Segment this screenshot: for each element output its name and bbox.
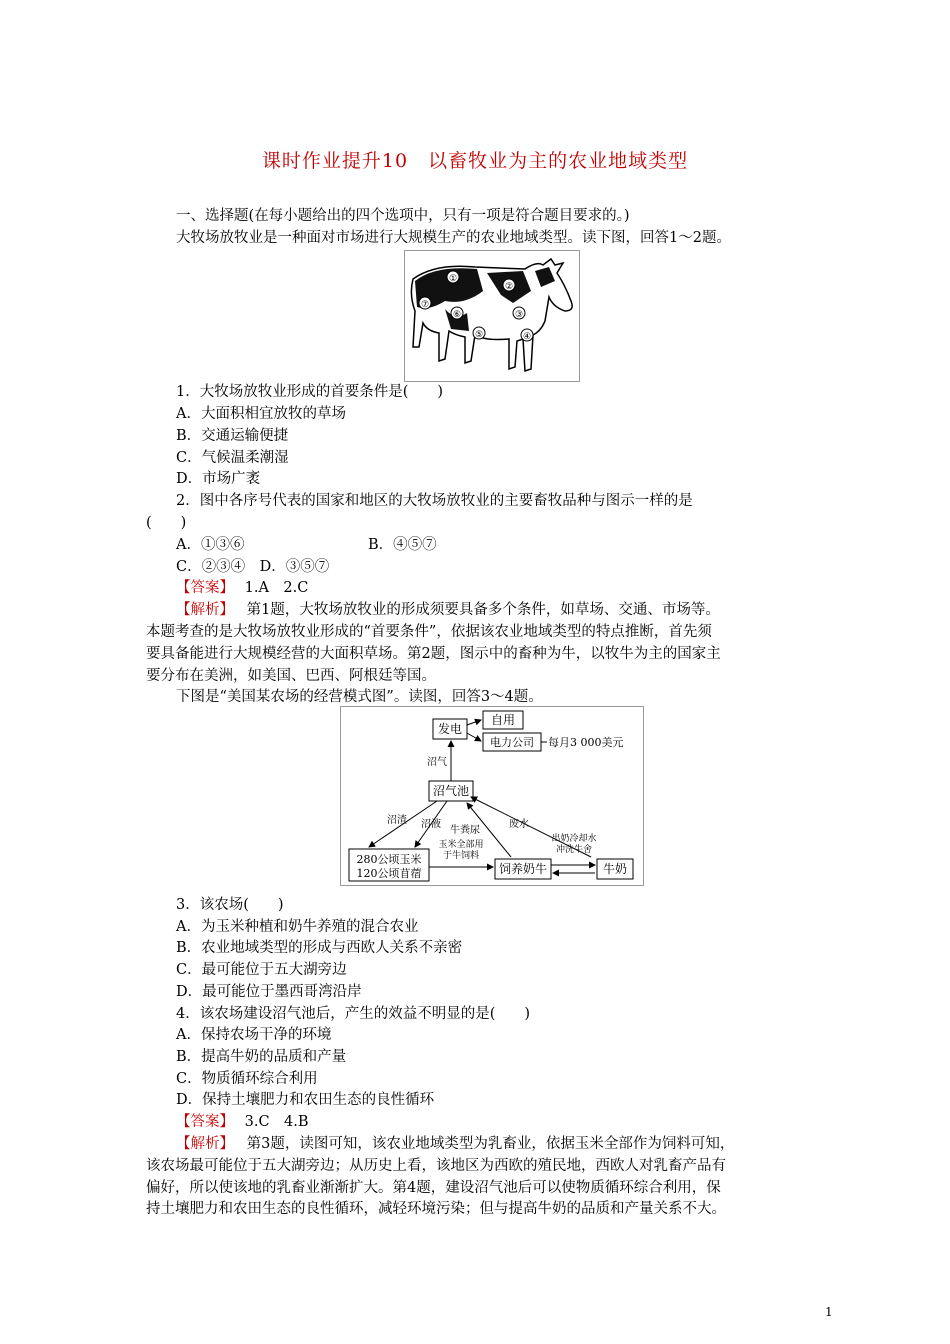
analysis-text: 第3题，读图可知，该农业地域类型为乳畜业，依据玉米全部作为饲料可知， <box>246 1136 735 1152</box>
answer-text: 3.C 4.B <box>244 1114 309 1130</box>
page-number: 1 <box>825 1305 833 1319</box>
q3-stem: 3．该农场( ) <box>176 897 284 913</box>
q2-option-b: B．④⑤⑦ <box>368 537 437 553</box>
answer-tag: 【答案】 <box>176 580 234 596</box>
answer-2 <box>176 1112 309 1132</box>
q3-option-c: C．最可能位于五大湖旁边 <box>176 962 347 978</box>
q3-option-d: D．最可能位于墨西哥湾沿岸 <box>176 984 362 1000</box>
q1-option-d: D．市场广袤 <box>176 471 261 487</box>
cooling-water-label: 出奶冷却水 <box>551 834 597 844</box>
analysis-2-line: 持土壤肥力和农田生态的良性循环，减轻环境污染；但与提高牛奶的品质和产量关系不大。 <box>146 1201 726 1217</box>
intro-1: 大牧场放牧业是一种面对市场进行大规模生产的农业地域类型。读下图，回答1～2题。 <box>176 230 731 246</box>
farm-flow-diagram <box>341 707 643 885</box>
cow-label: ⑦ <box>420 300 430 310</box>
intro-2: 下图是“美国某农场的经营模式图”。读图，回答3～4题。 <box>176 689 543 705</box>
q4-option-d: D．保持土壤肥力和农田生态的良性循环 <box>176 1092 435 1108</box>
q2-stem: 2．图中各序号代表的国家和地区的大牧场放牧业的主要畜牧品种与图示一样的是 <box>176 493 693 509</box>
corn-feed-label: 于牛饲料 <box>442 851 480 861</box>
answer-text: 1.A 2.C <box>244 580 309 596</box>
self-use-label: 自用 <box>490 713 516 727</box>
cow-label: ② <box>504 282 514 292</box>
power-company-label: 电力公司 <box>490 736 534 749</box>
wash-barn-label: 冲洗牛舍 <box>555 845 593 855</box>
analysis-2-line: 偏好，所以使该地的乳畜业渐渐扩大。第4题，建设沼气池后可以使物质循环综合利用，保 <box>146 1180 721 1196</box>
farm-diagram <box>340 706 644 886</box>
alfalfa-field-label: 120公顷苜蓿 <box>356 867 422 880</box>
q2-stem-blank: ( ) <box>146 515 187 531</box>
corn-feed-label: 玉米全部用 <box>438 840 484 850</box>
corn-field-label: 280公顷玉米 <box>356 853 422 866</box>
q1-stem: 1．大牧场放牧业形成的首要条件是( ) <box>176 384 444 400</box>
analysis-tag: 【解析】 <box>176 1136 234 1152</box>
q3-option-b: B．农业地域类型的形成与西欧人关系不亲密 <box>176 940 463 956</box>
cow-label: ⑥ <box>452 310 462 320</box>
cow-label: ④ <box>522 332 532 342</box>
waste-water-label: 废水 <box>509 819 529 830</box>
milk-label: 牛奶 <box>602 862 628 876</box>
analysis-2-line <box>176 1134 734 1154</box>
analysis-1-line <box>176 600 720 620</box>
section-heading: 一、选择题(在每小题给出的四个选项中，只有一项是符合题目要求的。) <box>176 208 630 224</box>
q4-option-c: C．物质循环综合利用 <box>176 1071 318 1087</box>
analysis-1-line: 要具备能进行大规模经营的大面积草场。第2题，图示中的畜种为牛，以牧牛为主的国家主 <box>146 646 721 662</box>
answer-tag: 【答案】 <box>176 1114 234 1130</box>
monthly-income-label: 每月3 000美元 <box>548 736 624 749</box>
analysis-1-line: 要分布在美洲，如美国、巴西、阿根廷等国。 <box>146 668 436 684</box>
power-label: 发电 <box>437 722 463 736</box>
cow-illustration <box>405 251 579 381</box>
manure-label: 牛粪尿 <box>450 825 480 836</box>
cow-figure <box>404 250 580 382</box>
cow-label: ① <box>448 274 458 284</box>
q4-stem: 4．该农场建设沼气池后，产生的效益不明显的是( ) <box>176 1006 531 1022</box>
biogas-pit-label: 沼气池 <box>432 784 470 798</box>
cow-label: ③ <box>514 310 524 320</box>
analysis-1-line: 本题考查的是大牧场放牧业形成的“首要条件”，依据该农业地域类型的特点推断，首先须 <box>146 624 712 640</box>
analysis-2-line: 该农场最可能位于五大湖旁边；从历史上看，该地区为西欧的殖民地，西欧人对乳畜产品有 <box>146 1158 726 1174</box>
q4-option-b: B．提高牛奶的品质和产量 <box>176 1049 347 1065</box>
dairy-cows-label: 饲养奶牛 <box>498 862 548 876</box>
page-title: 课时作业提升10 以畜牧业为主的农业地域类型 <box>261 150 689 172</box>
q3-option-a: A．为玉米种植和奶牛养殖的混合农业 <box>176 919 419 935</box>
q2-option-cd: C．②③④ D．③⑤⑦ <box>176 559 330 575</box>
analysis-tag: 【解析】 <box>176 602 234 618</box>
q1-option-a: A．大面积相宜放牧的草场 <box>176 406 346 422</box>
q4-option-a: A．保持农场干净的环境 <box>176 1027 332 1043</box>
liquid-label: 沼液 <box>421 819 441 830</box>
q1-option-c: C．气候温柔潮湿 <box>176 450 289 466</box>
q1-option-b: B．交通运输便捷 <box>176 428 289 444</box>
cow-label: ⑤ <box>474 330 484 340</box>
residue-label: 沼渣 <box>387 815 407 826</box>
answer-1 <box>176 578 308 598</box>
q2-option-a: A．①③⑥ <box>176 537 245 553</box>
analysis-text: 第1题，大牧场放牧业的形成须要具备多个条件，如草场、交通、市场等。 <box>246 602 720 618</box>
biogas-label: 沼气 <box>427 757 447 768</box>
